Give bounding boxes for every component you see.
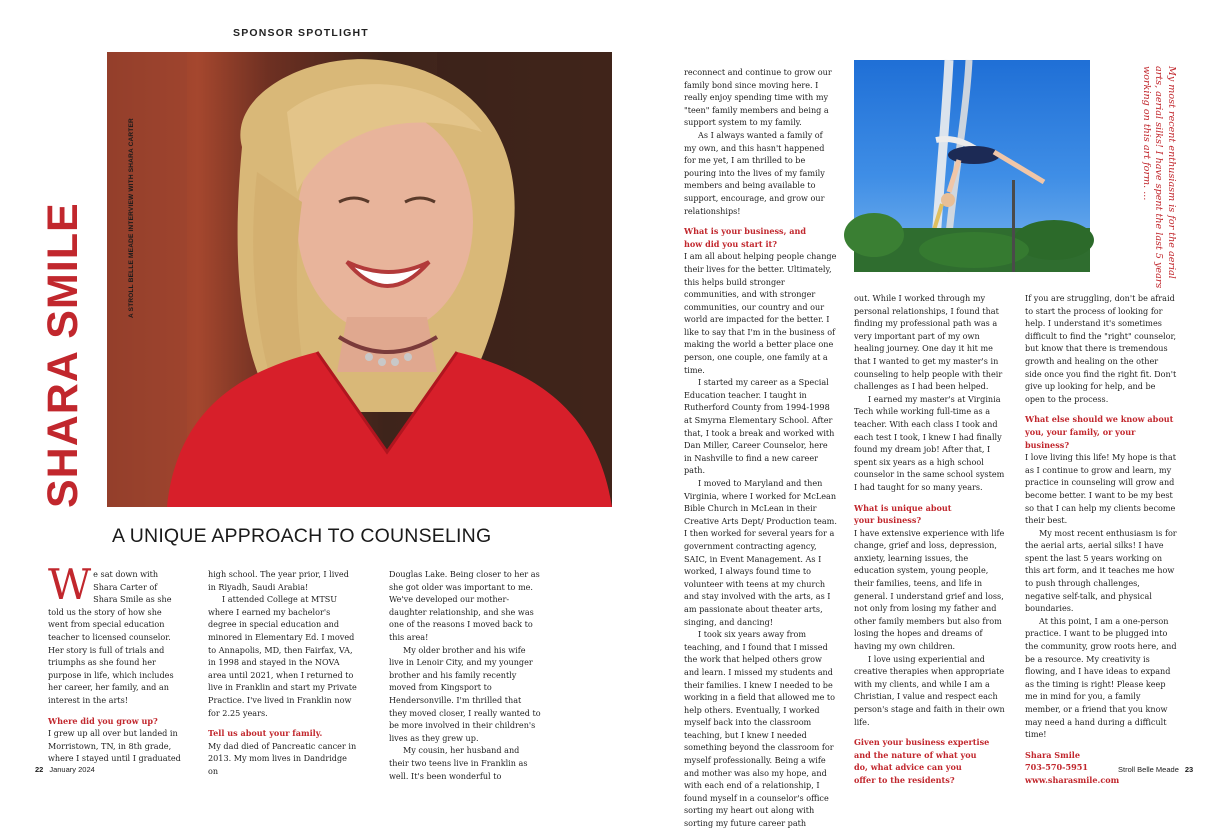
question-heading: Tell us about your family. [208, 728, 323, 739]
body-paragraph: If you are struggling, don't be afraid to start the process of looking for help. I understand it's sometimes difficult to find the "right" counselor, but know that there is tremendous growth and healing on the other side once you find the right fit. Don't give up looking for help, and be open to the process. [1025, 293, 1177, 404]
article-column-6 [1025, 292, 1177, 787]
article-column-3 [389, 568, 541, 782]
article-column-1 [48, 560, 184, 765]
drop-cap: W [48, 560, 92, 609]
intro-paragraph: e sat down with Shara Carter of Shara Smile as she told us the story of how she went from special education teacher to licensed counselor. Her story is full of trials and triumphs as she found her purpose in life, which includes her career, her family, and an interest in the arts! [48, 569, 174, 705]
article-column-5 [854, 292, 1010, 787]
portrait-photo [107, 52, 612, 507]
body-paragraph: My most recent enthusiasm is for the aerial arts, aerial silks! I have spent the last 5 years working on this art form, and it teaches me how to push through challenges, negative self-talk, and physical boundaries. [1025, 527, 1177, 614]
body-paragraph: My cousin, her husband and their two teens live in Franklin as well. It's been wonderful to [389, 745, 528, 781]
question-heading: What else should we know about you, your family, or your business? [1025, 414, 1174, 450]
body-paragraph: Douglas Lake. Being closer to her as she got older was important to me. We've developed our mother-daughter relationship, and she was one of the reasons I moved back to this area! [389, 569, 540, 642]
aerial-illustration [854, 60, 1090, 272]
question-heading: Where did you grow up? [48, 715, 158, 726]
answer-paragraph: My dad died of Pancreatic cancer in 2013. My mom lives in Dandridge on [208, 740, 357, 776]
body-paragraph: reconnect and continue to grow our family bond since moving here. I really enjoy spending time with my "teen" family members and being a support system to my family. [684, 67, 832, 128]
body-paragraph: As I always wanted a family of my own, and this hasn't happened for me yet, I am thrilled to be pouring into the lives of my family members and being available to support, encourage, and grow our relationships! [684, 129, 825, 216]
feature-subtitle: A UNIQUE APPROACH TO COUNSELING [112, 525, 492, 547]
body-paragraph: I attended College at MTSU where I earned my bachelor's degree in special education and minored in Elementary Ed. I moved to Annapolis, MD, then Fairfax, VA, in 1998 and stayed in the NOVA area until 2021, when I returned to live in Franklin and start my Private Practice. I've lived in Franklin now for 2.25 years. [208, 594, 357, 718]
issue-date: January 2024 [49, 765, 95, 774]
page-number-right: 23 [1184, 765, 1194, 774]
answer-paragraph: I have extensive experience with life change, grief and loss, depression, anxiety, learning issues, the education system, young people, their families, teens, and life in general. I understand grief and loss, not only from losing my father and other family members but also from losing the hopes and dreams of having my own children. [854, 527, 1005, 652]
signature-name: Shara Smile [1025, 749, 1081, 760]
question-heading: What is unique about your business? [854, 502, 952, 526]
article-column-4 [684, 66, 837, 830]
publication-name: Stroll Belle Meade [1118, 765, 1179, 774]
body-paragraph: out. While I worked through my personal relationships, I found that finding my professional path was a very important part of my own healing journey. One day it hit me that I wanted to get my master's in counseling to help people with their challenges as I had been helped. [854, 293, 1003, 392]
body-paragraph: I took six years away from teaching, and I found that I missed the work that helped others grow and learn. I missed my students and their families. I knew I needed to be working in a field that allowed me to help others. Eventually, I worked myself back into the classroom teaching, but I knew I needed something beyond the classroom for myself professionally. Being a wife and mother was also my hope, and with each end of a relationship, I found myself in a counselor's office sorting my heart out along with sorting my future career path [684, 629, 836, 829]
article-column-2 [208, 568, 358, 778]
body-paragraph: I started my career as a Special Education teacher. I taught in Rutherford County from 1994-1998 at Smyrna Elementary School. After that, I took a break and worked with Dan Miller, Career Counselor, here in Nashville to find a new career path. [684, 377, 835, 476]
aerial-silks-photo [854, 60, 1090, 272]
body-paragraph: high school. The year prior, I lived in Riyadh, Saudi Arabia! [208, 569, 349, 592]
footer-left [35, 765, 95, 774]
pull-quote: My most recent enthusiasm is for the aerial arts, aerial silks! I have spent the last 5 years working on this art form. ... [1141, 66, 1177, 289]
section-kicker: SPONSOR SPOTLIGHT [233, 27, 369, 39]
body-paragraph: My older brother and his wife live in Lenoir City, and my younger brother and his family recently moved from Kingsport to Hendersonville. I'm thrilled that they moved closer, I really wanted to be more involved in their children's lives as they grew up. [389, 644, 541, 743]
page-number-left: 22 [35, 765, 44, 774]
answer-paragraph: I am all about helping people change their lives for the better. Ultimately, this helps build stronger communities, and with stronger communities, our country and our world are impacted for the better. I like to say that I'm in the business of making the world a better place one person, one couple, one family at a time. [684, 251, 837, 375]
photo-credit: A STROLL BELLE MEADE INTERVIEW WITH SHARA CARTER [128, 118, 135, 318]
body-paragraph: I love using experiential and creative therapies when appropriate with my clients, and while I am a Christian, I value and respect each person's stage and faith in their own life. [854, 653, 1005, 727]
signature-phone[interactable]: 703-570-5951 [1025, 762, 1089, 773]
signature-website[interactable]: www.sharasmile.com [1025, 774, 1120, 785]
portrait-illustration [107, 52, 612, 507]
question-heading: Given your business expertise and the nature of what you do, what advice can you offer to the residents? [854, 737, 990, 785]
feature-title: SHARA SMILE [39, 202, 87, 508]
answer-paragraph: I love living this life! My hope is that as I continue to grow and learn, my practice in counseling will grow and become better. I want to be my best so that I can help my clients become their best. [1025, 452, 1176, 526]
body-paragraph: I moved to Maryland and then Virginia, where I worked for McLean Bible Church in McLean in their Creative Arts Dept/ Production team. I then worked for several years for a government contracting agency, SAIC, in Event Management. As I worked, I always found time to volunteer with teens at my church and stay involved with the arts, as I am passionate about theater arts, singing, and dancing! [684, 478, 837, 627]
body-paragraph: I earned my master's at Virginia Tech while working full-time as a teacher. With each class I took and each test I took, I knew I had finally found my dream job! After that, I spent six years as a high school counselor in the same school system I had taught for so many years. [854, 393, 1005, 492]
answer-paragraph: I grew up all over but landed in Morristown, TN, in 8th grade, where I stayed until I graduated [48, 728, 181, 764]
footer-right [1118, 765, 1199, 774]
question-heading: What is your business, and how did you start it? [684, 226, 807, 249]
body-paragraph: At this point, I am a one-person practice. I want to be plugged into the community, grow roots here, and be a resource. My creativity is flowing, and I have ideas to expand as the timing is right! Please keep me in mind for you, a family member, or a friend that you know may need a hand during a difficult time! [1025, 615, 1177, 740]
